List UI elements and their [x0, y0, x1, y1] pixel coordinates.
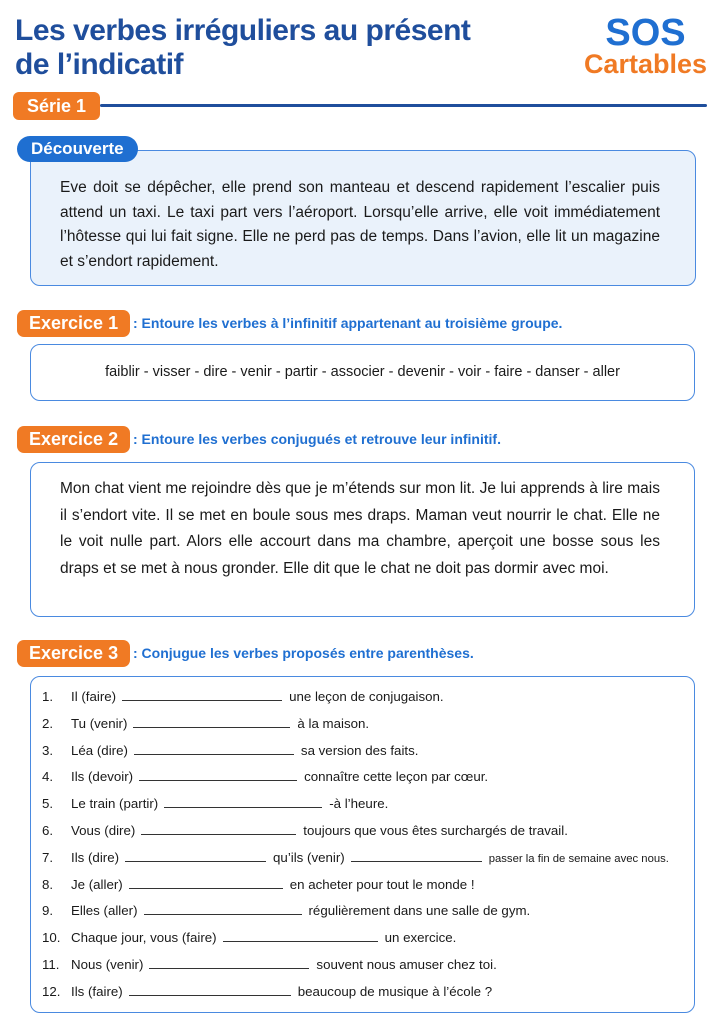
list-item	[42, 925, 687, 952]
list-item	[42, 791, 687, 818]
item-prompt: Ils (dire)	[71, 849, 120, 865]
sos-cartables-logo	[584, 14, 707, 78]
exercice2-instruction: : Entoure les verbes conjugués et retrouve leur infinitif.	[133, 431, 501, 447]
page-title	[15, 14, 485, 82]
exercice1-label: Exercice 1	[17, 310, 130, 337]
item-number: 4.	[42, 769, 54, 785]
list-item	[42, 845, 687, 872]
item-prompt: Vous (dire)	[71, 822, 136, 838]
answer-blank[interactable]	[149, 958, 309, 969]
item-prompt: Il (faire)	[71, 689, 117, 704]
page-title-line2: de l’indicatif	[15, 48, 184, 81]
logo-bottom-text: Cartables	[583, 49, 707, 79]
answer-blank[interactable]	[129, 878, 283, 889]
list-item	[42, 818, 687, 845]
answer-blank[interactable]	[141, 824, 296, 835]
exercice2-text: Mon chat vient me rejoindre dès que je m’étends sur mon lit. Je lui apprends à lire mais il s’endort vite. Il se met en boule sous mes draps. Maman veut nourrir le chat. Elle ne le voit nulle part. Alors elle accourt dans ma chambre, aperçoit une bosse sous les draps et se met à nous gronder. Elle dit que le chat ne doit pas dormir avec moi.	[60, 480, 660, 577]
item-continuation: connaître cette leçon par cœur.	[304, 769, 489, 785]
exercice1-instruction: : Entoure les verbes à l’infinitif appartenant au troisième groupe.	[133, 315, 563, 331]
item-prompt: Ils (devoir)	[71, 769, 134, 785]
item-number: 6.	[42, 822, 54, 838]
list-item	[42, 738, 687, 765]
decouverte-label: Découverte	[17, 136, 138, 162]
item-number: 10.	[42, 930, 61, 946]
item-continuation: un exercice.	[384, 930, 457, 946]
item-prompt: Léa (dire)	[71, 742, 128, 758]
item-prompt: Je (aller)	[71, 876, 123, 892]
item-number: 3.	[42, 742, 54, 758]
list-item	[42, 979, 687, 1006]
item-number: 2.	[42, 715, 54, 731]
list-item	[42, 952, 687, 979]
answer-blank-secondary[interactable]	[351, 851, 482, 862]
answer-blank[interactable]	[133, 717, 290, 728]
list-item	[42, 764, 687, 791]
list-item	[42, 684, 687, 711]
list-item	[42, 711, 687, 738]
exercice3-instruction: : Conjugue les verbes proposés entre parenthèses.	[133, 645, 474, 661]
exercice3-list	[42, 684, 687, 1006]
item-number: 11.	[42, 956, 60, 972]
item-number: 12.	[42, 983, 61, 999]
item-prompt: Elles (aller)	[71, 903, 138, 919]
item-continuation: sa version des faits.	[300, 742, 419, 758]
item-continuation: passer la fin de semaine avec nous.	[488, 852, 669, 865]
answer-blank[interactable]	[129, 985, 291, 996]
answer-blank[interactable]	[139, 770, 297, 781]
item-continuation: toujours que vous êtes surchargés de travail.	[303, 822, 568, 838]
exercice2-label: Exercice 2	[17, 426, 130, 453]
serie-divider	[100, 104, 707, 107]
answer-blank[interactable]	[223, 931, 378, 942]
answer-blank[interactable]	[144, 904, 302, 915]
item-prompt: Nous (venir)	[71, 956, 144, 972]
item-number: 7.	[42, 849, 54, 865]
answer-blank[interactable]	[134, 744, 294, 755]
item-prompt: Tu (venir)	[71, 715, 128, 731]
exercice1-words: faiblir - visser - dire - venir - partir - associer - devenir - voir - faire - danser - aller	[105, 364, 620, 380]
item-continuation: beaucoup de musique à l’école ?	[297, 983, 493, 999]
list-item	[42, 898, 687, 925]
list-item	[42, 872, 687, 899]
item-continuation: -à l’heure.	[329, 796, 389, 812]
answer-blank[interactable]	[164, 797, 322, 808]
item-continuation: régulièrement dans une salle de gym.	[308, 903, 531, 919]
logo-top-text: SOS	[605, 12, 686, 54]
item-continuation: une leçon de conjugaison.	[289, 689, 444, 704]
item-number: 9.	[42, 903, 54, 919]
exercice3-label: Exercice 3	[17, 640, 130, 667]
serie-badge: Série 1	[13, 92, 100, 120]
page-title-line1: Les verbes irréguliers au présent	[15, 14, 471, 47]
item-prompt: Le train (partir)	[71, 796, 159, 812]
item-number: 5.	[42, 796, 54, 812]
answer-blank[interactable]	[122, 690, 282, 701]
item-prompt: Chaque jour, vous (faire)	[71, 930, 217, 946]
decouverte-text: Eve doit se dépêcher, elle prend son manteau et descend rapidement l’escalier puis attend un taxi. Le taxi part vers l’aéroport. Lorsqu’elle arrive, elle voit immédiatement l’hôtesse qui lui fait signe. Elle ne perd pas de temps. Dans l’avion, elle lit un magazine et s’endort rapidement.	[60, 179, 660, 270]
item-number: 1.	[42, 689, 54, 704]
item-prompt-secondary: qu’ils (venir)	[273, 849, 345, 865]
item-continuation: souvent nous amuser chez toi.	[316, 956, 497, 972]
item-prompt: Ils (faire)	[71, 983, 123, 999]
item-number: 8.	[42, 876, 54, 892]
item-continuation: à la maison.	[297, 715, 370, 731]
answer-blank[interactable]	[125, 851, 266, 862]
item-continuation: en acheter pour tout le monde !	[289, 876, 475, 892]
